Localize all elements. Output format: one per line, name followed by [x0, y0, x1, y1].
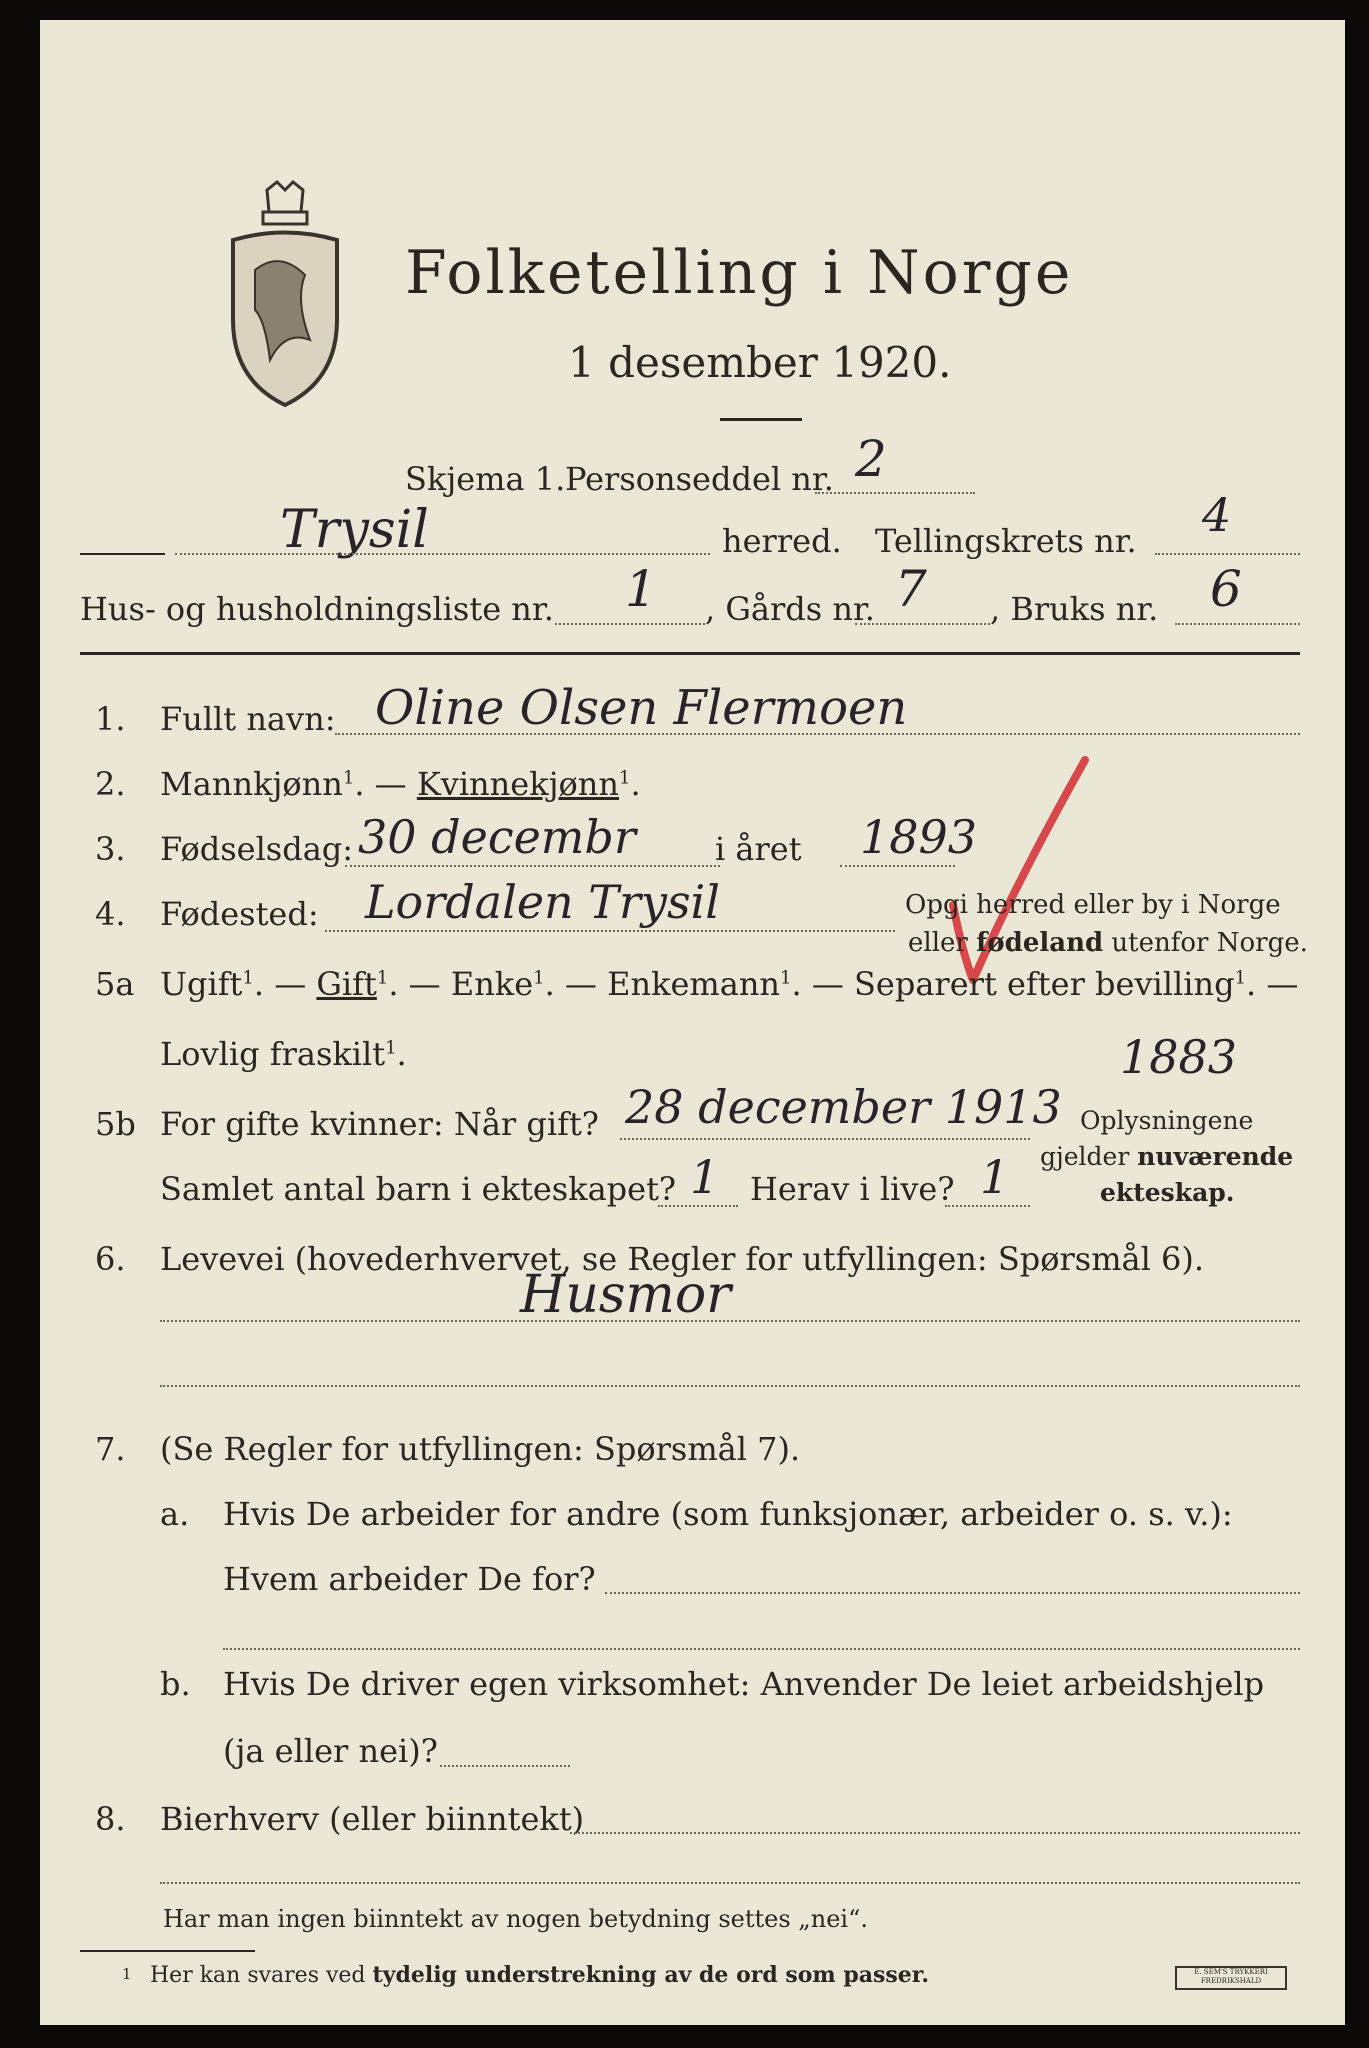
census-form: Folketelling i Norge 1 desember 1920. Skjema 1. Personseddel nr. 2 Trysil herred. Tellingskrets nr. 4 Hus- og husholdningsliste nr. 1 , Gårds nr. 7 , Bruks nr. 6 1. Fullt navn: Oline Olsen Flermoen 2. Mannkjønn$^1$. — Kvinnekjønn$^1$. 3. Fødselsdag: 30 decembr i året 1893 4. Fødested: Lordalen Trysil Opgi herred eller by i Norge eller fødeland utenfor Norge. 5a Ugift$^1$. — Gift$^1$. — Enke$^1$. — Enkemann$^1$. — Separert efter bevilling$^1$. — Lovlig fraskilt$^1$. 1883 5b For gifte kvinner: Når gift? 28 december 1913 Samlet antal barn i ekteskapet? 1 Herav i live? 1 Oplysningene gjelder nuværende ekteskap. 6. Levevei (hovederhvervet, se Regler for utfyllingen: Spørsmål 6). Husmor 7. (Se Regler for utfyllingen: Spørsmål 7). a. Hvis De arbeider for andre (som funksjonær, arbeider o. s. v.): Hvem arbeider De for? b. Hvis De driver egen virksomhet: Anvender De leiet arbeidshjelp (ja eller nei)? 8. Bierhverv (eller biinntekt) Har man ingen biinntekt av nogen betydning settes „nei“. 1 Her kan svares ved tydelig understrekning av de ord som passer. E. SEM'S TRYKKERI FREDRIKSHALD — [40, 20, 1345, 2025]
occupation-label: Levevei (hovederhvervet, se Regler for utfyllingen: Spørsmål 6). — [160, 1240, 1205, 1278]
q7a-line2: Hvem arbeider De for? — [223, 1560, 596, 1598]
full-name-value: Oline Olsen Flermoen — [375, 680, 908, 736]
children-alive-value: 1 — [980, 1150, 1010, 1204]
form-title: Folketelling i Norge — [405, 238, 1074, 308]
marriage-note-line2: gjelder nuværende — [1040, 1142, 1294, 1171]
schema-label: Skjema 1. — [405, 460, 566, 498]
children-total-value: 1 — [690, 1150, 720, 1204]
hus-value: 1 — [625, 560, 657, 618]
bruks-value: 6 — [1210, 560, 1242, 618]
q7-label: (Se Regler for utfyllingen: Spørsmål 7). — [160, 1430, 801, 1468]
birthday-label: Fødselsdag: — [160, 830, 354, 868]
tellingskrets-value: 4 — [1202, 488, 1232, 542]
birthplace-note-line2: eller fødeland utenfor Norge. — [908, 928, 1308, 958]
full-name-label: Fullt navn: — [160, 700, 336, 738]
side-income-note: Har man ingen biinntekt av nogen betydning settes „nei“. — [163, 1905, 868, 1933]
q7b-line2: (ja eller nei)? — [223, 1732, 438, 1770]
married-when-label: For gifte kvinner: Når gift? — [160, 1105, 599, 1143]
married-when-value: 28 december 1913 — [625, 1080, 1062, 1134]
bruks-label: , Bruks nr. — [990, 590, 1159, 628]
marital-gift-selected: Gift — [316, 965, 377, 1003]
birth-year-value: 1893 — [860, 810, 978, 864]
birth-year-label: i året — [715, 830, 802, 868]
occupation-value: Husmor — [520, 1265, 731, 1325]
tellingskrets-label: Tellingskrets nr. — [875, 522, 1137, 560]
sex-options: Mannkjønn$^1$. — Kvinnekjønn$^1$. — [160, 765, 641, 803]
census-date: 1 desember 1920. — [568, 338, 952, 387]
title-divider — [720, 418, 802, 421]
marital-status-options: Ugift$^1$. — Gift$^1$. — Enke$^1$. — Enkemann$^1$. — Separert efter bevilling$^1$. — — [160, 965, 1299, 1003]
personseddel-value: 2 — [855, 430, 887, 488]
hus-label: Hus- og husholdningsliste nr. — [80, 590, 554, 628]
sex-female-selected: Kvinnekjønn — [416, 765, 619, 803]
printer-stamp: E. SEM'S TRYKKERI FREDRIKSHALD — [1175, 1966, 1287, 1990]
marriage-note-line1: Oplysningene — [1080, 1106, 1254, 1135]
footnote-text: Her kan svares ved tydelig understrekning av de ord som passer. — [150, 1962, 930, 1988]
gards-label: , Gårds nr. — [705, 590, 875, 628]
herred-value: Trysil — [280, 500, 429, 560]
birthplace-note-line1: Opgi herred eller by i Norge — [905, 890, 1281, 920]
header-separator — [80, 652, 1300, 655]
marriage-note-line3: ekteskap. — [1100, 1178, 1235, 1207]
q7b-line1: Hvis De driver egen virksomhet: Anvender De leiet arbeidshjelp — [223, 1665, 1265, 1703]
birthplace-value: Lordalen Trysil — [365, 875, 720, 929]
side-income-label: Bierhverv (eller biinntekt) — [160, 1800, 585, 1838]
personseddel-label: Personseddel nr. — [565, 460, 834, 498]
herred-label: herred. — [722, 522, 842, 560]
marital-divorced: Lovlig fraskilt$^1$. — [160, 1035, 407, 1073]
q7a-line1: Hvis De arbeider for andre (som funksjonær, arbeider o. s. v.): — [223, 1495, 1233, 1533]
margin-note-year: 1883 — [1120, 1030, 1238, 1084]
birthplace-label: Fødested: — [160, 895, 319, 933]
gards-value: 7 — [895, 560, 927, 618]
birthday-value: 30 decembr — [358, 810, 636, 864]
children-total-label: Samlet antal barn i ekteskapet? — [160, 1170, 677, 1208]
footnote-marker: 1 — [122, 1965, 132, 1983]
children-alive-label: Herav i live? — [750, 1170, 955, 1208]
coat-of-arms-icon — [225, 180, 345, 410]
